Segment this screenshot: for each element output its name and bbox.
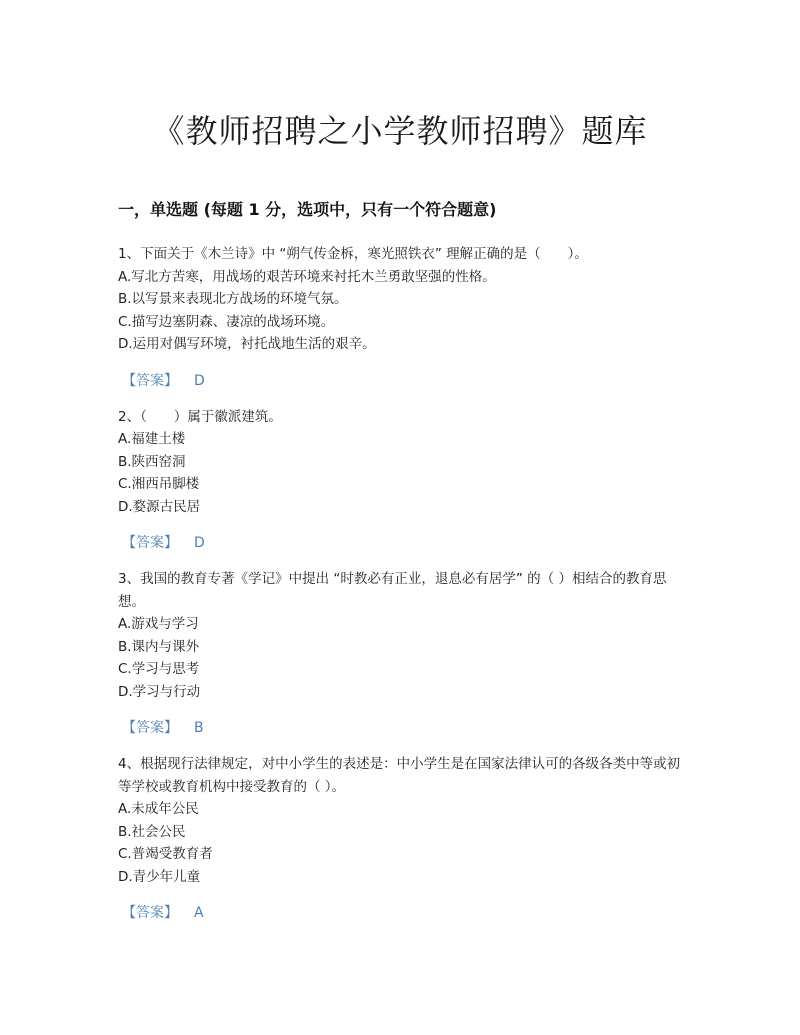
question-stem: 4、根据现行法律规定，对中小学生的表述是：中小学生是在国家法律认可的各级各类中等或初等学校或教育机构中接受教育的（ ）。 xyxy=(118,756,681,795)
option-b: B.以写景来表现北方战场的环境气氛。 xyxy=(118,291,348,307)
option-d: D.婺源古民居 xyxy=(118,498,201,515)
answer-label: 【答案】 xyxy=(122,372,178,389)
option-d: D.青少年儿童 xyxy=(118,868,201,885)
page-title: 《教师招聘之小学教师招聘》题库 xyxy=(152,112,648,150)
option-d: D.学习与行动 xyxy=(118,683,201,700)
section-heading: 一，单选题 (每题 1 分，选项中，只有一个符合题意) xyxy=(118,200,497,219)
option-a: A.写北方苦寒，用战场的艰苦环境来衬托木兰勇敢坚强的性格。 xyxy=(118,268,496,285)
option-a: A.游戏与学习 xyxy=(118,616,199,632)
option-a: A.福建土楼 xyxy=(118,431,186,447)
option-c: C.学习与思考 xyxy=(118,661,200,677)
option-b: B.陕西窑洞 xyxy=(118,453,186,470)
option-b: B.社会公民 xyxy=(118,823,186,840)
option-a: A.未成年公民 xyxy=(118,801,199,817)
option-c: C.湘西吊脚楼 xyxy=(118,476,200,492)
answer-value: D xyxy=(194,372,205,389)
answer-value: A xyxy=(194,905,204,921)
answer-label: 【答案】 xyxy=(122,720,178,736)
question-4 xyxy=(118,753,688,924)
option-d: D.运用对偶写环境，衬托战地生活的艰辛。 xyxy=(118,336,376,352)
answer-value: B xyxy=(194,720,204,736)
question-3 xyxy=(118,568,688,739)
option-c: C.普竭受教育者 xyxy=(118,846,213,862)
question-stem: 1、下面关于《木兰诗》中 “朔气传金柝，寒光照铁衣” 理解正确的是（ ）。 xyxy=(118,246,588,262)
option-b: B.课内与课外 xyxy=(118,638,200,655)
option-c: C.描写边塞阴森、凄凉的战场环境。 xyxy=(118,313,335,330)
answer-value: D xyxy=(194,535,205,551)
answer-label: 【答案】 xyxy=(122,535,178,551)
question-stem: 2、（ ）属于徽派建筑。 xyxy=(118,408,282,425)
answer-line xyxy=(122,370,688,392)
question-2 xyxy=(118,406,688,555)
question-list xyxy=(118,243,688,938)
question-1 xyxy=(118,243,688,392)
answer-line xyxy=(122,717,688,739)
answer-line xyxy=(122,902,688,924)
answer-line xyxy=(122,532,688,554)
answer-label: 【答案】 xyxy=(122,905,178,921)
question-stem: 3、我国的教育专著《学记》中提出 “时教必有正业，退息必有居学” 的（ ）相结合的教育思想。 xyxy=(118,571,667,610)
